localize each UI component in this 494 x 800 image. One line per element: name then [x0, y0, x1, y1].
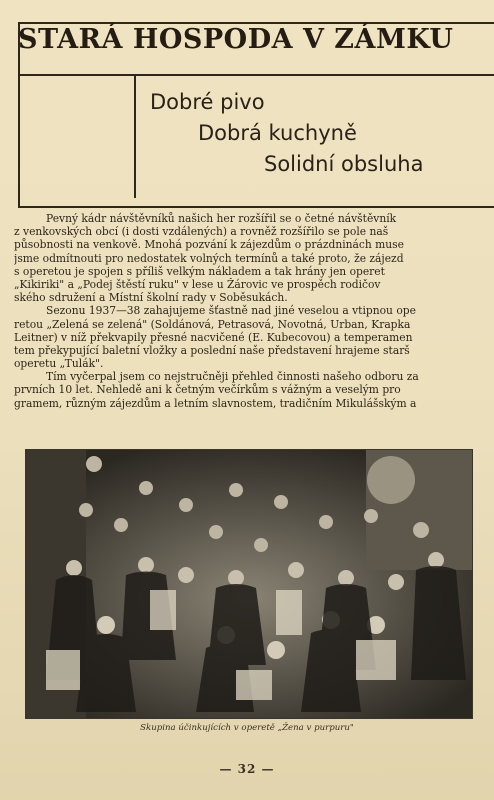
advertisement-divider — [18, 74, 494, 76]
article-line: operetu „Tulák". — [14, 357, 104, 371]
article-line: ského sdružení a Místní školní rady v Soběsukách. — [14, 291, 288, 305]
advertisement-line-kitchen: Dobrá kuchyně — [198, 121, 357, 145]
article-line: retou „Zelená se zelená" (Soldánová, Petrasová, Novotná, Urban, Krapka — [14, 317, 411, 331]
article-line: „Kikiriki" a „Podej štěstí ruku" v lese u Žárovic ve prospěch rodičov — [14, 277, 381, 291]
advertisement-line-service: Solidní obsluha — [264, 152, 424, 176]
article-text — [14, 212, 494, 410]
page-number: — 32 — — [219, 762, 275, 776]
article-line: z venkovských obcí (i dosti vzdálených) a rovněž rozšířilo se pole naš — [14, 225, 389, 239]
article-line: působnosti na venkově. Mnohá pozvání k zájezdům o prázdninách muse — [14, 238, 404, 252]
article-line: Sezonu 1937—38 zahajujeme šťastně nad jiné veselou a vtipnou ope — [46, 304, 416, 318]
advertisement-vertical-divider — [134, 76, 136, 198]
article-line: tem překypující baletní vložky a poslední naše představení hrajeme starš — [14, 343, 410, 357]
article-line: gramem, různým zájezdům a letním slavnostem, tradičním Mikulášským a — [14, 396, 417, 410]
photo-caption: Skupina účinkujících v operetě „Žena v purpuru" — [140, 723, 354, 733]
article-line: s operetou je spojen s příliš velkým nákladem a tak hrány jen operet — [14, 264, 385, 278]
article-line: prvních 10 let. Nehledě ani k četným večírkům s vážným a veselým pro — [14, 383, 401, 397]
article-line: Tím vyčerpal jsem co nejstručněji přehled činnosti našeho odboru za — [46, 370, 419, 384]
group-photo-illustration — [26, 450, 472, 718]
group-photograph — [26, 450, 472, 718]
article-line: Leitner) v níž překvapily přesné nacvičené (E. Kubecovou) a temperamen — [14, 330, 413, 344]
advertisement-line-beer: Dobré pivo — [150, 90, 265, 114]
article-line: jsme odmítnouti pro nedostatek volných termínů a také proto, že zájezd — [14, 251, 404, 265]
advertisement-title: STARÁ HOSPODA V ZÁMKU — [18, 24, 454, 55]
article-line: Pevný kádr návštěvníků našich her rozšířil se o četné návštěvník — [46, 212, 397, 225]
